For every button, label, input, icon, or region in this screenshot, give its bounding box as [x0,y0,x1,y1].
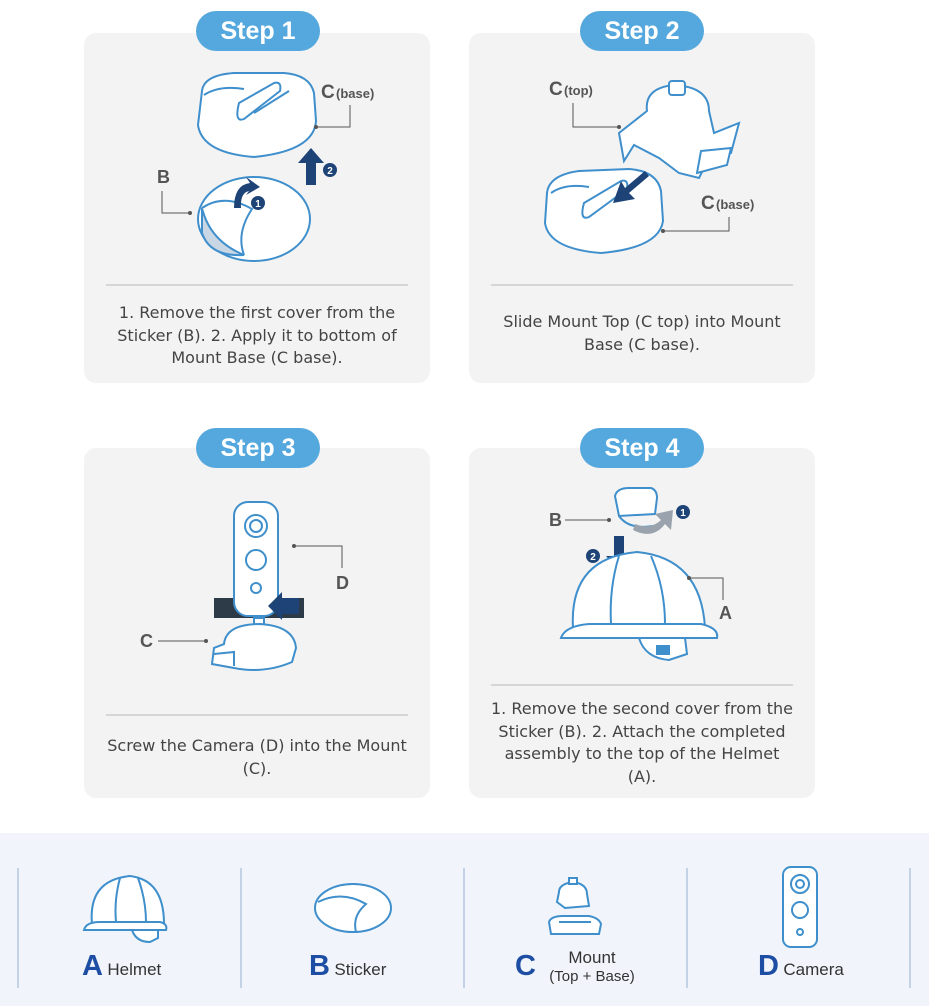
legend-divider [463,868,465,988]
legend-name: Mount [568,948,616,967]
svg-text:1: 1 [255,199,261,210]
legend-divider [909,868,911,988]
sticker-icon [312,880,394,936]
svg-text:2: 2 [327,166,333,177]
step-3-divider [106,714,408,716]
legend-divider [240,868,242,988]
step-4-description: 1. Remove the second cover from the Sticker (B). 2. Attach the completed assembly to the top of the Helmet (A). [491,699,793,786]
legend-sub: (Top + Base) [549,968,635,985]
step-4-illustration [469,448,815,678]
mount-base-graphic [545,169,663,253]
step-2-label: Step 2 [580,11,704,51]
mount-icon [545,876,605,940]
mount-top-graphic [619,81,739,178]
svg-text:2: 2 [590,552,596,563]
legend-item-mount [515,950,536,983]
step-3-label: Step 3 [196,428,320,468]
svg-text:C: C [321,82,335,103]
helmet-graphic [561,552,717,660]
step-3-illustration [84,448,430,708]
svg-text:(base): (base) [336,86,375,101]
apply-arrow [298,148,324,185]
step-2-description: Slide Mount Top (C top) into Mount Base (C base). [503,312,781,354]
camera-icon [780,864,820,950]
step-3-description: Screw the Camera (D) into the Mount (C). [107,736,407,778]
svg-text:C: C [549,79,563,100]
camera-graphic [234,502,278,616]
svg-text:B: B [157,167,170,187]
legend-letter: B [309,950,330,982]
legend-letter: D [758,950,779,982]
step-2-divider [491,284,793,286]
step-1-label: Step 1 [196,11,320,51]
svg-text:A: A [719,603,732,623]
legend-item-helmet [82,950,161,983]
legend-letter: A [82,950,103,982]
svg-text:D: D [336,573,349,593]
step-4-label: Step 4 [580,428,704,468]
svg-text:(top): (top) [564,83,593,98]
legend-item-sticker [309,950,386,983]
svg-text:1: 1 [680,508,686,519]
svg-text:C: C [701,193,715,214]
legend-name: Sticker [334,960,387,979]
legend-divider [17,868,19,988]
legend-divider [686,868,688,988]
mount-graphic [212,618,296,670]
step-1-divider [106,284,408,286]
legend-name: Helmet [107,960,162,979]
mount-base-graphic [198,73,316,157]
legend-name: Camera [783,960,844,979]
step-1-description: 1. Remove the first cover from the Sticker (B). 2. Apply it to bottom of Mount Base (C base). [117,303,397,367]
legend-item-camera [758,950,844,983]
svg-text:B: B [549,510,562,530]
legend-letter: C [515,950,536,982]
svg-text:C: C [140,631,153,651]
svg-text:(base): (base) [716,197,755,212]
step-4-divider [491,684,793,686]
helmet-icon [80,872,170,944]
legend-item-mount-text [540,948,644,985]
assembly-graphic [615,488,657,527]
step-1-illustration [84,33,430,283]
step-2-illustration [469,33,815,283]
